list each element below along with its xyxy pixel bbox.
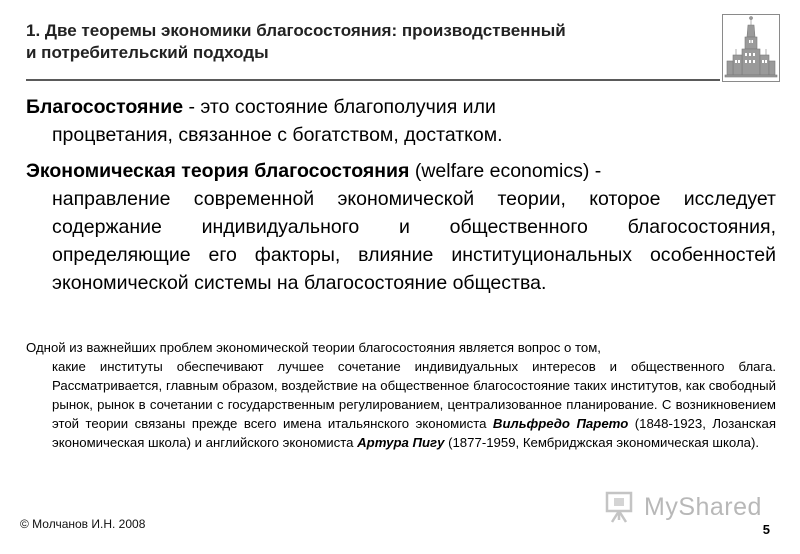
body-paragraph — [26, 338, 776, 452]
body-paragraph-end: (1877-1959, Кембриджская экономическая школа). — [444, 435, 760, 450]
footer-copyright: © Молчанов И.Н. 2008 — [20, 517, 146, 531]
slide-title — [26, 20, 696, 64]
definition-welfare-term: Благосостояние — [26, 96, 184, 118]
university-building-icon — [722, 14, 780, 82]
definition-welfare-line2: процветания, связанное с богатством, достатком. — [52, 124, 503, 146]
definition-welfare-text: - это состояние благополучия или — [183, 96, 496, 118]
slide-title-line2: и потребительский подходы — [26, 43, 269, 62]
definition-welfare-economics-english: (welfare economics) - — [409, 160, 602, 182]
pareto-name: Вильфредо Парето — [492, 416, 629, 431]
body-paragraph-rest — [26, 357, 776, 452]
definition-welfare-economics-term: Экономическая теория благосостояния — [26, 160, 410, 182]
watermark-text: MyShared — [644, 492, 762, 521]
watermark — [604, 490, 762, 524]
body-paragraph-between: (1848-1923, Лозанская экономическая школа) и английского экономиста — [52, 416, 776, 450]
definition-welfare — [26, 93, 776, 149]
body-paragraph-line1: Одной из важнейших проблем экономической теории благосостояния является вопрос о том, — [26, 340, 601, 355]
page-number: 5 — [762, 522, 770, 537]
presentation-icon — [604, 490, 638, 524]
body-paragraph-text: какие институты обеспечивают лучшее сочетание индивидуальных интересов и общественного блага. Рассматривается, главным образом, воздействие на общественное благосостояние таких институтов, как свободный рынок, рынок в сочетании с государственным регулированием, централизованное планирование. С возникновением этой теории связаны прежде всего имена итальянского экономиста — [52, 359, 776, 431]
title-divider — [26, 79, 720, 81]
slide-title-line1: 1. Две теоремы экономики благосостояния: производственный — [26, 21, 566, 40]
definition-welfare-economics — [26, 157, 776, 297]
pigou-name: Артура Пигу — [357, 435, 445, 450]
definition-welfare-economics-body: направление современной экономической теории, которое исследует содержание индивидуального и общественного благосостояния, определяющие его факторы, влияние институциональных особенностей экономической системы на благосостояние общества. — [52, 188, 776, 294]
